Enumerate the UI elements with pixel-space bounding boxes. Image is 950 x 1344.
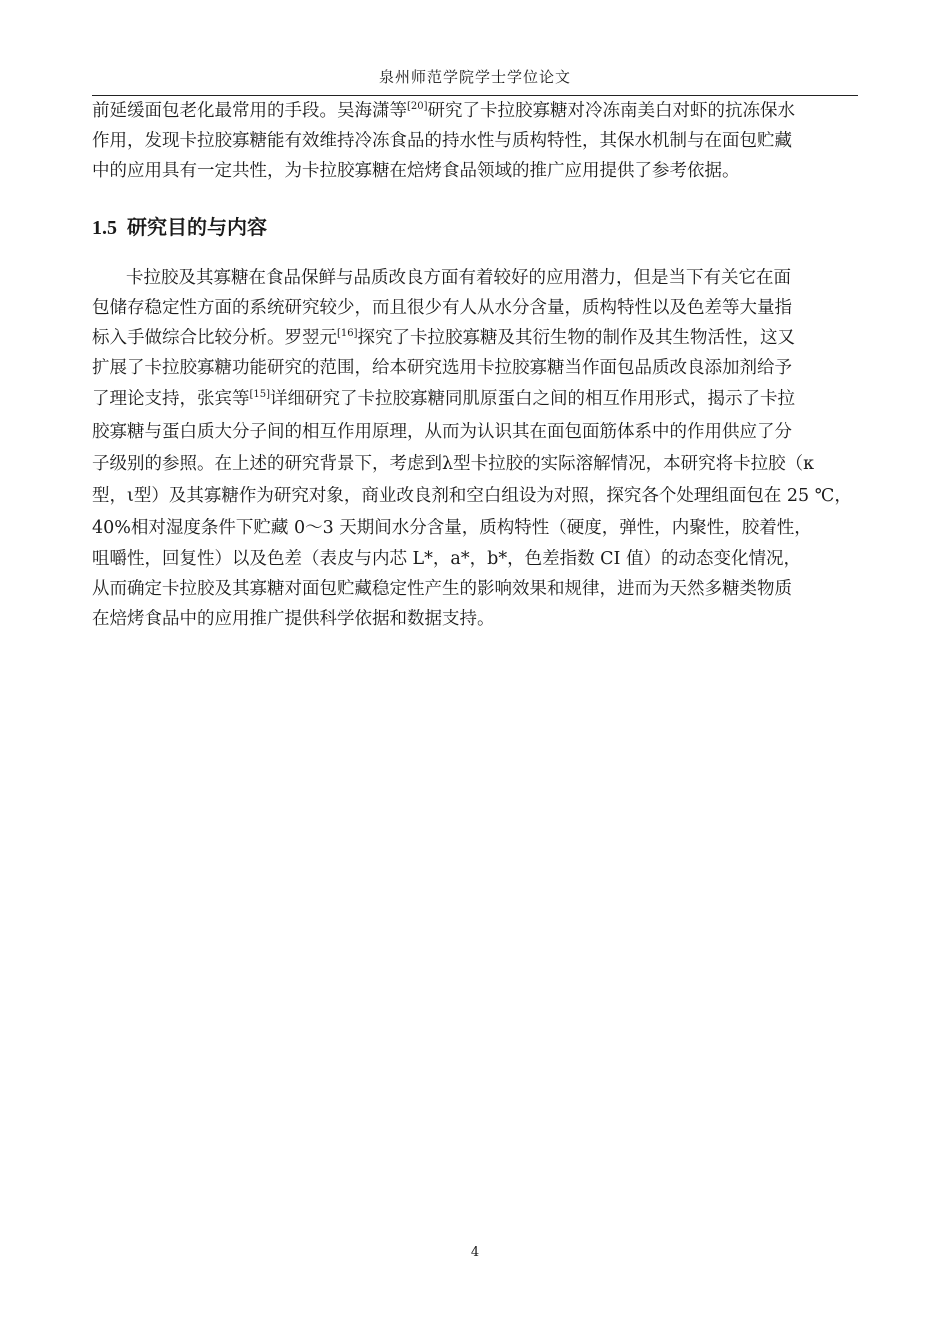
running-header: 泉州师范学院学士学位论文 <box>378 68 571 86</box>
paragraph-line: 咀嚼性，回复性）以及色差（表皮与内芯 L*，a*，b*，色差指数 CI 值）的动态变化情况， <box>92 549 801 569</box>
section-heading <box>92 212 267 243</box>
section-number: 1.5 <box>92 217 117 239</box>
header-rule <box>92 95 858 96</box>
paragraph-line: 从而确定卡拉胶及其寡糖对面包贮藏稳定性产生的影响效果和规律，进而为天然多糖类物质 <box>92 579 792 599</box>
page-number: 4 <box>470 1245 480 1260</box>
paragraph-line: 型，ι型）及其寡糖作为研究对象，商业改良剂和空白组设为对照，探究各个处理组面包在 25 ℃， <box>92 486 852 506</box>
citation-ref: [15] <box>249 389 271 400</box>
paragraph-line: 标入手做综合比较分析。罗翌元[16]探究了卡拉胶寡糖及其衍生物的制作及其生物活性，这又 <box>92 328 796 348</box>
paragraph-line: 作用，发现卡拉胶寡糖能有效维持冷冻食品的持水性与质构特性，其保水机制与在面包贮藏 <box>92 131 792 151</box>
citation-ref: [20] <box>407 101 428 112</box>
paragraph-line: 扩展了卡拉胶寡糖功能研究的范围，给本研究选用卡拉胶寡糖当作面包品质改良添加剂给予 <box>92 358 792 378</box>
paragraph-line: 胶寡糖与蛋白质大分子间的相互作用原理，从而为认识其在面包面筋体系中的作用供应了分 <box>92 422 792 442</box>
paragraph-line: 卡拉胶及其寡糖在食品保鲜与品质改良方面有着较好的应用潜力，但是当下有关它在面 <box>126 268 791 288</box>
paragraph-line: 在焙烤食品中的应用推广提供科学依据和数据支持。 <box>92 609 495 629</box>
citation-ref: [16] <box>337 328 358 339</box>
paragraph-line: 中的应用具有一定共性，为卡拉胶寡糖在焙烤食品领域的推广应用提供了参考依据。 <box>92 161 740 181</box>
paragraph-line: 包储存稳定性方面的系统研究较少，而且很少有人从水分含量，质构特性以及色差等大量指 <box>92 298 792 318</box>
paragraph-line: 40%相对湿度条件下贮藏 0～3 天期间水分含量，质构特性（硬度，弹性，内聚性，胶着性， <box>92 518 812 538</box>
section-title: 研究目的与内容 <box>127 215 267 239</box>
paragraph-line: 前延缓面包老化最常用的手段。吴海潇等[20]研究了卡拉胶寡糖对冷冻南美白对虾的抗冻保水 <box>92 101 796 121</box>
paragraph-line: 子级别的参照。在上述的研究背景下，考虑到λ型卡拉胶的实际溶解情况，本研究将卡拉胶（κ <box>92 454 815 474</box>
paragraph-line: 了理论支持，张宾等[15]详细研究了卡拉胶寡糖同肌原蛋白之间的相互作用形式，揭示了卡拉 <box>92 389 796 409</box>
